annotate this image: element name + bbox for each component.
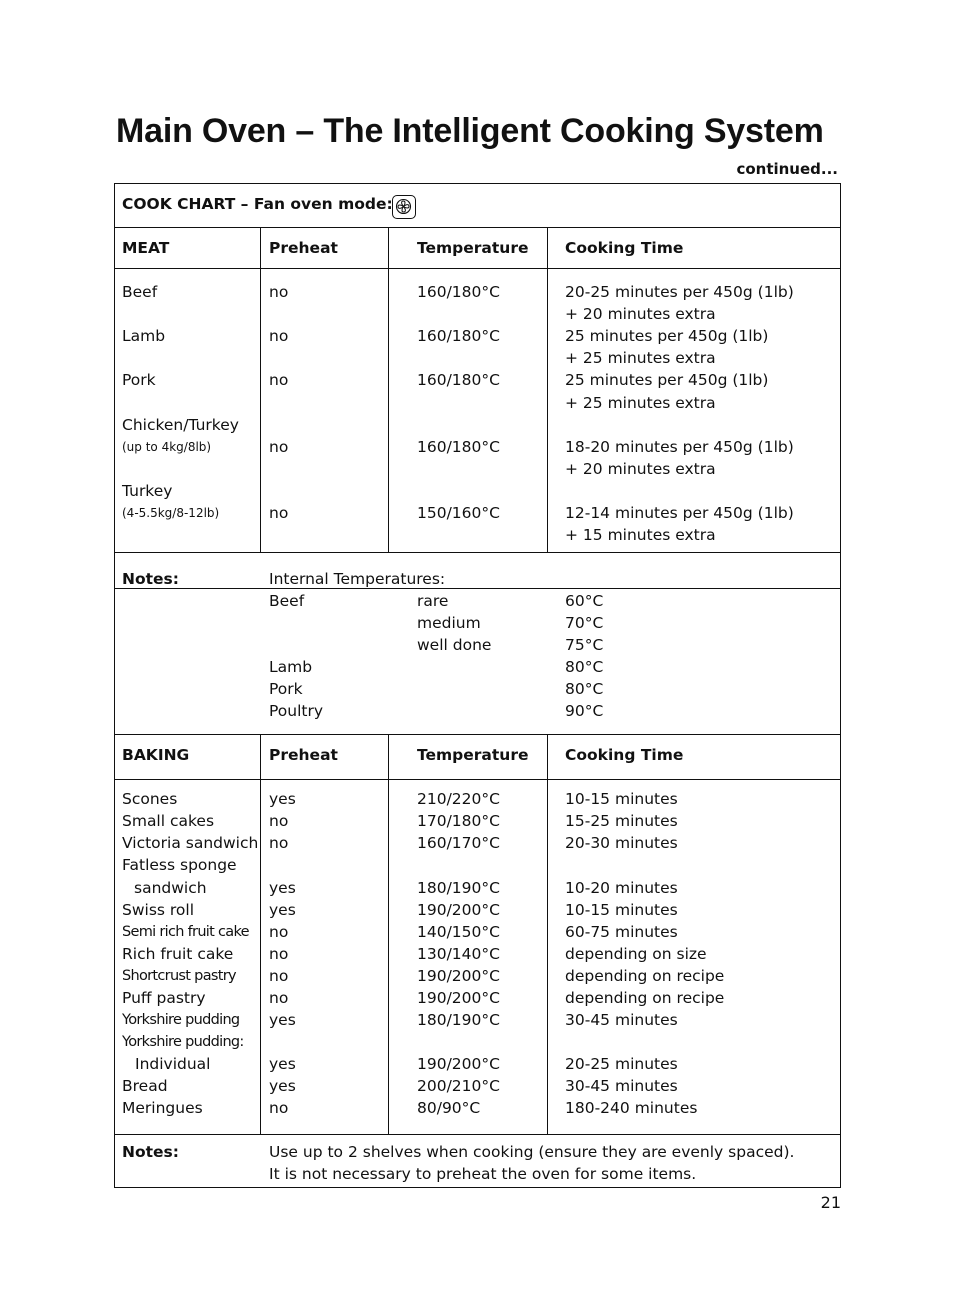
- rule-notes-heading: [115, 588, 840, 589]
- note-doneness: well done: [417, 636, 492, 654]
- note-temp: 70°C: [565, 614, 604, 632]
- meat-time: 20-25 minutes per 450g (1lb): [565, 283, 794, 301]
- meat-time-extra: + 20 minutes extra: [565, 305, 716, 323]
- meat-time-extra: + 20 minutes extra: [565, 460, 716, 478]
- baking-preheat: no: [269, 812, 289, 830]
- baking-food: Bread: [122, 1077, 168, 1095]
- baking-food: Swiss roll: [122, 901, 195, 919]
- col-rule-2b: [388, 734, 389, 1134]
- baking-header-cooking-time: Cooking Time: [565, 746, 684, 764]
- cook-chart: [114, 183, 841, 1188]
- meat-food: Lamb: [122, 327, 166, 345]
- baking-temperature: 140/150°C: [417, 923, 500, 941]
- baking-temperature: 130/140°C: [417, 945, 500, 963]
- meat-temperature: 160/180°C: [417, 371, 500, 389]
- baking-food: Small cakes: [122, 812, 215, 830]
- meat-food: Pork: [122, 371, 156, 389]
- note-temp: 80°C: [565, 658, 604, 676]
- note-doneness: rare: [417, 592, 449, 610]
- meat-time: 18-20 minutes per 450g (1lb): [565, 438, 794, 456]
- col-rule-1: [260, 227, 261, 552]
- meat-header-preheat: Preheat: [269, 239, 338, 257]
- baking-temperature: 210/220°C: [417, 790, 500, 808]
- col-rule-3b: [547, 734, 548, 1134]
- meat-header-food: MEAT: [122, 239, 170, 257]
- baking-temperature: 190/200°C: [417, 989, 500, 1007]
- baking-header-preheat: Preheat: [269, 746, 338, 764]
- meat-time-extra: + 25 minutes extra: [565, 394, 716, 412]
- baking-temperature: 190/200°C: [417, 901, 500, 919]
- note-temp: 60°C: [565, 592, 604, 610]
- meat-time-extra: + 15 minutes extra: [565, 526, 716, 544]
- baking-header-food: BAKING: [122, 746, 190, 764]
- rule-baking-header: [115, 779, 840, 780]
- meat-temperature: 160/180°C: [417, 283, 500, 301]
- meat-preheat: no: [269, 283, 289, 301]
- baking-food: Victoria sandwich: [122, 834, 259, 852]
- baking-preheat: yes: [269, 1077, 296, 1095]
- meat-preheat: no: [269, 504, 289, 522]
- chart-heading: COOK CHART – Fan oven mode:: [122, 195, 393, 213]
- note-meat: Poultry: [269, 702, 324, 720]
- meat-food-weight: (up to 4kg/8lb): [122, 440, 212, 454]
- baking-temperature: 180/190°C: [417, 879, 500, 897]
- baking-food: Puff pastry: [122, 989, 206, 1007]
- fan-oven-icon: [392, 195, 416, 219]
- baking-preheat: no: [269, 945, 289, 963]
- meat-notes-heading: Internal Temperatures:: [269, 570, 446, 588]
- meat-time-extra: + 25 minutes extra: [565, 349, 716, 367]
- baking-time: 20-25 minutes: [565, 1055, 678, 1073]
- baking-time: 10-15 minutes: [565, 901, 678, 919]
- note-temp: 80°C: [565, 680, 604, 698]
- meat-time: 12-14 minutes per 450g (1lb): [565, 504, 794, 522]
- baking-temperature: 200/210°C: [417, 1077, 500, 1095]
- meat-preheat: no: [269, 327, 289, 345]
- meat-temperature: 150/160°C: [417, 504, 500, 522]
- baking-time: depending on recipe: [565, 967, 725, 985]
- col-rule-3: [547, 227, 548, 552]
- baking-time: depending on recipe: [565, 989, 725, 1007]
- baking-food: Yorkshire pudding:: [122, 1034, 244, 1050]
- note-meat: Lamb: [269, 658, 313, 676]
- baking-time: 30-45 minutes: [565, 1077, 678, 1095]
- meat-food: Beef: [122, 283, 158, 301]
- baking-preheat: yes: [269, 879, 296, 897]
- meat-preheat: no: [269, 438, 289, 456]
- rule-meat-end: [115, 552, 840, 553]
- baking-food: Semi rich fruit cake: [122, 924, 249, 940]
- baking-notes-label: Notes:: [122, 1143, 179, 1161]
- baking-temperature: 180/190°C: [417, 1011, 500, 1029]
- baking-food: Individual: [135, 1055, 211, 1073]
- baking-time: 60-75 minutes: [565, 923, 678, 941]
- note-temp: 75°C: [565, 636, 604, 654]
- baking-food: Yorkshire pudding: [122, 1012, 240, 1028]
- meat-header-cooking-time: Cooking Time: [565, 239, 684, 257]
- note-meat: Pork: [269, 680, 303, 698]
- meat-preheat: no: [269, 371, 289, 389]
- baking-food: Scones: [122, 790, 178, 808]
- baking-header-temperature: Temperature: [417, 746, 529, 764]
- rule-baking-end: [115, 1134, 840, 1135]
- baking-preheat: yes: [269, 790, 296, 808]
- baking-temperature: 190/200°C: [417, 967, 500, 985]
- baking-note-line: Use up to 2 shelves when cooking (ensure they are evenly spaced).: [269, 1143, 795, 1161]
- baking-preheat: no: [269, 834, 289, 852]
- note-doneness: medium: [417, 614, 481, 632]
- baking-temperature: 170/180°C: [417, 812, 500, 830]
- meat-time: 25 minutes per 450g (1lb): [565, 327, 769, 345]
- baking-time: depending on size: [565, 945, 707, 963]
- baking-time: 10-15 minutes: [565, 790, 678, 808]
- baking-temperature: 160/170°C: [417, 834, 500, 852]
- baking-food: Rich fruit cake: [122, 945, 234, 963]
- baking-food: Fatless sponge: [122, 856, 237, 874]
- baking-preheat: no: [269, 989, 289, 1007]
- rule-heading: [115, 227, 840, 228]
- baking-preheat: yes: [269, 1055, 296, 1073]
- baking-food: Meringues: [122, 1099, 203, 1117]
- col-rule-1b: [260, 734, 261, 1134]
- meat-temperature: 160/180°C: [417, 438, 500, 456]
- baking-time: 180-240 minutes: [565, 1099, 698, 1117]
- baking-time: 15-25 minutes: [565, 812, 678, 830]
- note-temp: 90°C: [565, 702, 604, 720]
- continued-label: continued...: [736, 160, 838, 178]
- rule-baking-start: [115, 734, 840, 735]
- col-rule-2: [388, 227, 389, 552]
- page-number: 21: [820, 1193, 841, 1212]
- meat-food-weight: (4-5.5kg/8-12lb): [122, 506, 220, 520]
- baking-food: Shortcrust pastry: [122, 968, 236, 984]
- baking-time: 20-30 minutes: [565, 834, 678, 852]
- baking-note-line: It is not necessary to preheat the oven for some items.: [269, 1165, 697, 1183]
- baking-time: 10-20 minutes: [565, 879, 678, 897]
- meat-header-temperature: Temperature: [417, 239, 529, 257]
- baking-preheat: no: [269, 1099, 289, 1117]
- baking-time: 30-45 minutes: [565, 1011, 678, 1029]
- baking-temperature: 190/200°C: [417, 1055, 500, 1073]
- rule-meat-header: [115, 268, 840, 269]
- baking-preheat: yes: [269, 1011, 296, 1029]
- baking-temperature: 80/90°C: [417, 1099, 481, 1117]
- note-meat: Beef: [269, 592, 305, 610]
- meat-temperature: 160/180°C: [417, 327, 500, 345]
- baking-food: sandwich: [134, 879, 207, 897]
- meat-food: Chicken/Turkey: [122, 416, 239, 434]
- baking-preheat: no: [269, 923, 289, 941]
- meat-notes-label: Notes:: [122, 570, 179, 588]
- meat-food: Turkey: [122, 482, 173, 500]
- baking-preheat: yes: [269, 901, 296, 919]
- baking-preheat: no: [269, 967, 289, 985]
- page-title: Main Oven – The Intelligent Cooking System: [116, 112, 824, 150]
- meat-time: 25 minutes per 450g (1lb): [565, 371, 769, 389]
